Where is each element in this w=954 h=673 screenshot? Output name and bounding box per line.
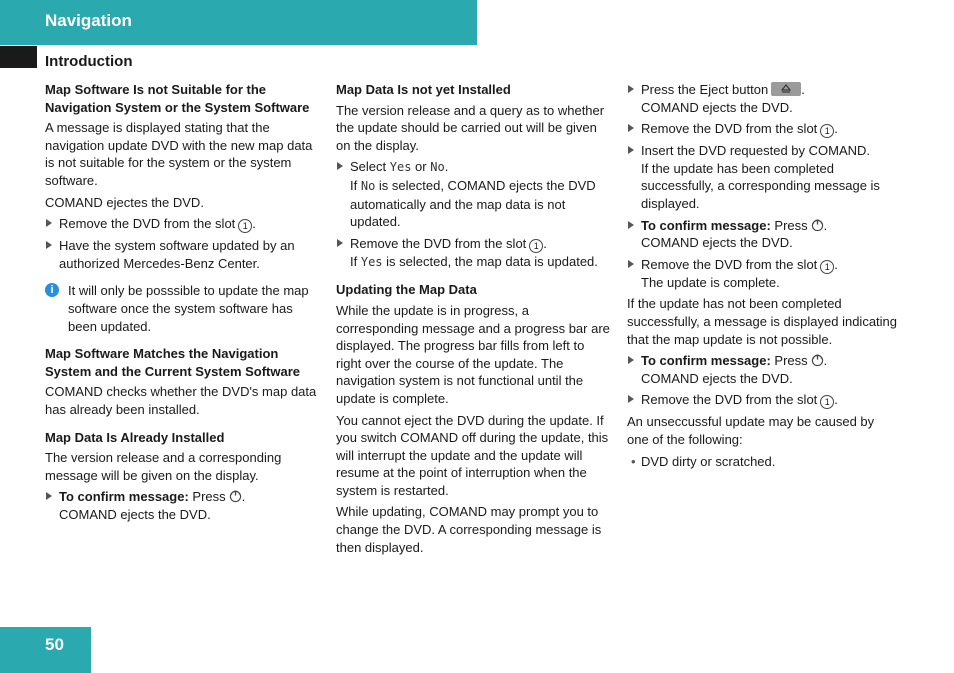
heading-already-installed: Map Data Is Already Installed [45, 429, 225, 445]
step-press-eject: Press the Eject button . COMAND ejects the DVD. [627, 81, 899, 116]
info-text: It will only be posssible to update the map software once the system software has been updated. [68, 283, 309, 334]
paragraph: If the update has not been completed successfully, a message is displayed indicating that the map update is not possible. [627, 296, 898, 347]
heading-updating: Updating the Map Data [336, 282, 477, 298]
paragraph: The version release and a corresponding message will be given on the display. [45, 450, 282, 483]
step-remove-dvd: Remove the DVD from the slot 1 . [627, 391, 899, 409]
section-title: Introduction [45, 53, 133, 70]
paragraph: COMAND checks whether the DVD's map data has already been installed. [45, 384, 317, 417]
paragraph: COMAND ejectes the DVD. [45, 194, 204, 210]
column-2 [336, 81, 612, 560]
step-select-yes-no: Select Yes or No. If No is selected, COMAND ejects the DVD automatically and the map data is not updated. [336, 158, 612, 230]
heading-not-installed: Map Data Is not yet Installed [336, 82, 511, 97]
eject-icon [771, 82, 801, 96]
step-confirm-message: To confirm message: Press . COMAND ejects the DVD. [627, 352, 899, 387]
step-remove-dvd: Remove the DVD from the slot 1 . [627, 120, 899, 138]
slot-number-icon: 1 [820, 260, 834, 274]
step-confirm-message: To confirm message: Press . COMAND ejects the DVD. [627, 217, 899, 252]
slot-number-icon: 1 [238, 219, 252, 233]
paragraph: While the update is in progress, a corresponding message and a progress bar are displayed. The progress bar fills from left to right over the course of the update. The navigation system is not functional until the update is complete. [336, 302, 610, 406]
column-1 [45, 81, 321, 527]
step-remove-dvd: Remove the DVD from the slot 1 . The update is complete. [627, 256, 899, 292]
rotary-dial-icon [811, 219, 824, 232]
info-icon: i [45, 283, 59, 297]
paragraph: You cannot eject the DVD during the update. If you switch COMAND off during the update, this will interrupt the update and the update will resume at the point of interruption when the system is restarted. [336, 412, 609, 498]
step-remove-dvd: Remove the DVD from the slot 1 . If Yes is selected, the map data is updated. [336, 235, 612, 272]
paragraph: While updating, COMAND may prompt you to change the DVD. A corresponding message is then displayed. [336, 504, 602, 555]
step-insert-dvd: Insert the DVD requested by COMAND. If the update has been completed successfully, a corresponding message is displayed. [627, 142, 899, 212]
slot-number-icon: 1 [820, 124, 834, 138]
step-update-software: Have the system software updated by an authorized Mercedes-Benz Center. [45, 237, 321, 272]
step-remove-dvd: Remove the DVD from the slot 1 . [45, 215, 321, 233]
rotary-dial-icon [229, 490, 242, 503]
heading-not-suitable: Map Software Is not Suitable for the Navigation System or the System Software [45, 82, 310, 115]
page-number: 50 [45, 635, 64, 654]
paragraph: The version release and a query as to whether the update should be carried out will be given on the display. [336, 102, 605, 153]
list-item: • DVD dirty or scratched. [627, 453, 899, 471]
paragraph: An unseccussful update may be caused by one of the following: [627, 414, 875, 447]
chapter-side-tab [0, 46, 37, 68]
info-note [45, 282, 321, 335]
column-3 [627, 81, 899, 474]
slot-number-icon: 1 [820, 395, 834, 409]
rotary-dial-icon [811, 354, 824, 367]
paragraph: A message is displayed stating that the navigation update DVD with the new map data is not suitable for the system or the system software. [45, 120, 313, 188]
chapter-title: Navigation [45, 11, 132, 30]
slot-number-icon: 1 [529, 239, 543, 253]
step-confirm-message: To confirm message: Press . COMAND ejects the DVD. [45, 488, 321, 523]
heading-software-matches: Map Software Matches the Navigation System and the Current System Software [45, 346, 301, 379]
